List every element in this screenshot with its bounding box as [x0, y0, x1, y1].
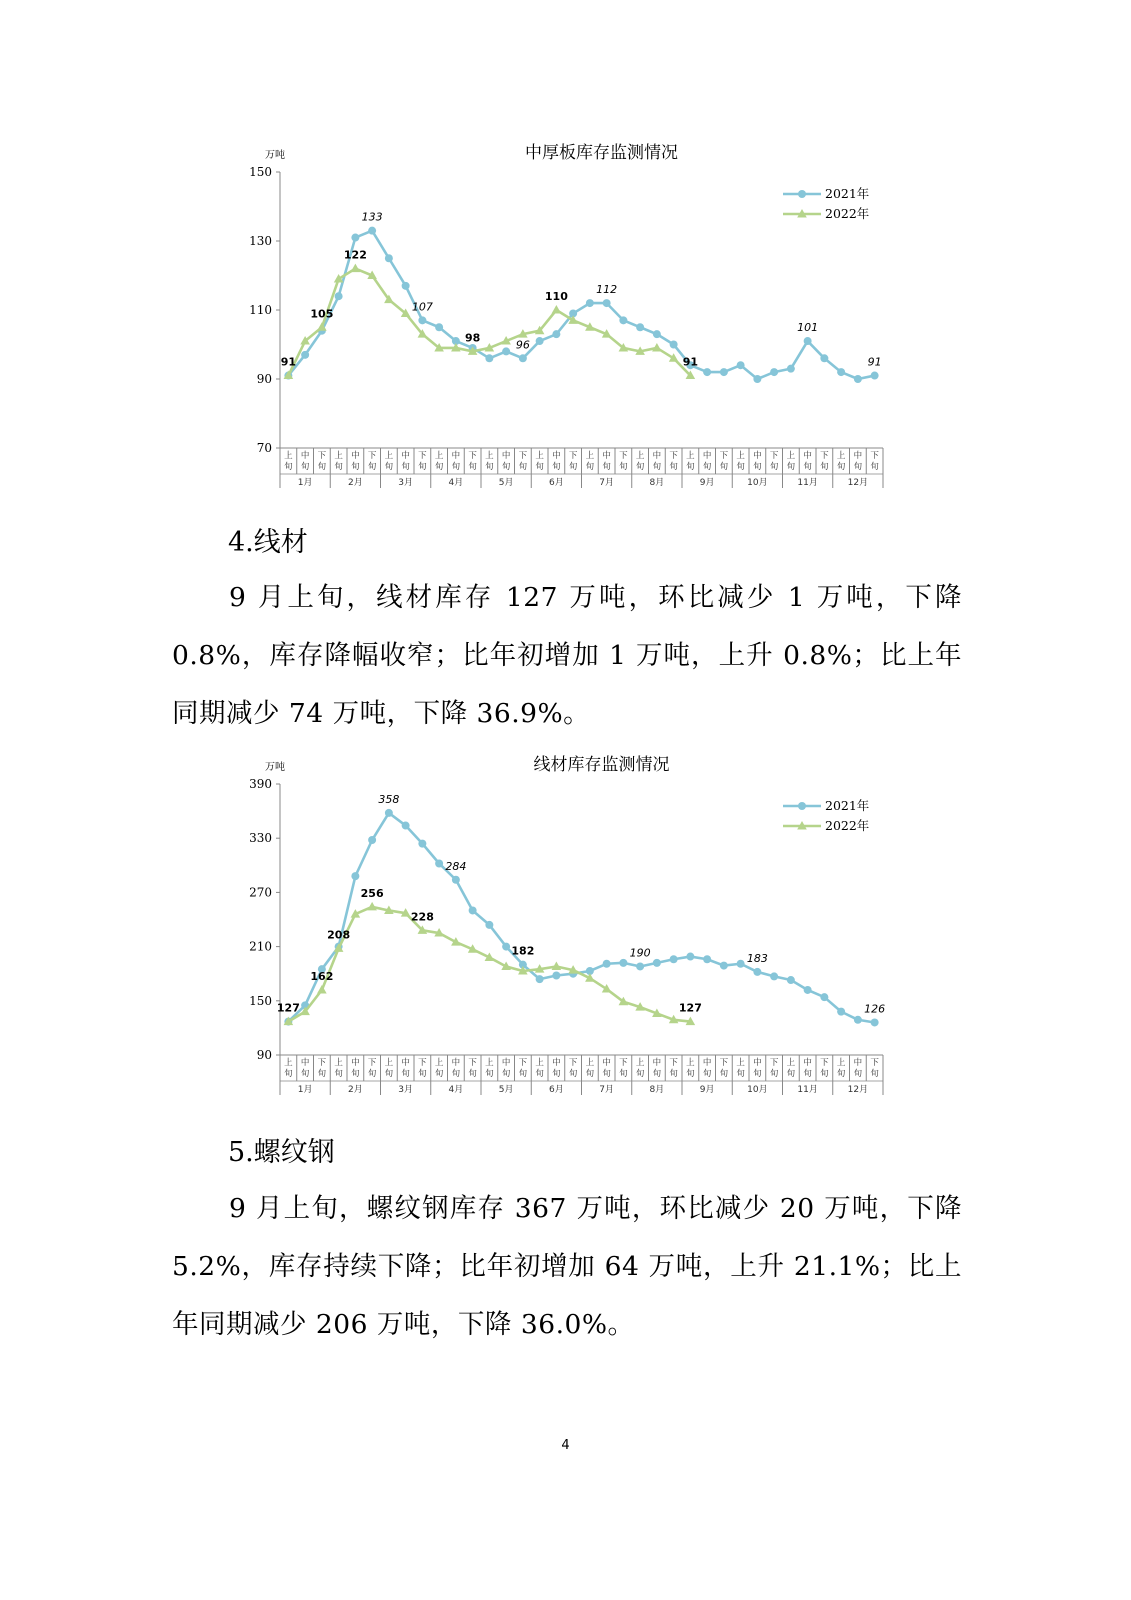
data-point	[351, 264, 361, 273]
x-tick-label: 上	[736, 1058, 745, 1068]
x-tick-label: 旬	[820, 1069, 829, 1079]
x-tick-label: 下	[669, 1058, 678, 1068]
x-tick-label: 下	[418, 451, 427, 461]
x-tick-label: 下	[769, 1058, 779, 1068]
data-point	[435, 859, 443, 867]
x-tick-label: 中	[853, 451, 863, 461]
x-tick-label: 旬	[418, 1069, 427, 1079]
x-tick-label: 下	[468, 451, 477, 461]
data-point	[402, 282, 410, 290]
data-point	[787, 365, 795, 373]
data-point	[418, 840, 426, 848]
x-tick-label: 中	[652, 1058, 662, 1068]
data-point	[804, 986, 812, 994]
x-tick-label: 上	[535, 451, 544, 461]
x-tick-label: 旬	[367, 1069, 377, 1079]
data-point	[652, 343, 662, 352]
month-label: 11月	[797, 1085, 818, 1095]
x-tick-label: 上	[485, 451, 494, 461]
x-tick-label: 下	[719, 451, 729, 461]
x-tick-label: 旬	[317, 462, 327, 472]
x-tick-label: 中	[451, 451, 461, 461]
data-point	[485, 921, 493, 929]
x-tick-label: 旬	[602, 462, 611, 472]
data-point	[485, 354, 493, 362]
y-tick-label: 90	[256, 372, 272, 386]
data-label: 96	[515, 338, 530, 352]
section-heading-rebar: 5.螺纹钢	[228, 1137, 335, 1168]
x-tick-label: 中	[803, 451, 812, 461]
x-tick-label: 下	[568, 1058, 578, 1068]
x-tick-label: 下	[820, 1058, 829, 1068]
x-tick-label: 下	[518, 451, 528, 461]
x-tick-label: 旬	[451, 462, 461, 472]
x-tick-label: 旬	[719, 462, 729, 472]
x-tick-label: 旬	[619, 462, 628, 472]
x-tick-label: 上	[686, 1058, 695, 1068]
x-tick-label: 旬	[652, 462, 662, 472]
legend-label: 2021年	[825, 798, 870, 813]
data-point	[385, 809, 393, 817]
legend-label: 2022年	[825, 818, 870, 833]
x-tick-label: 旬	[786, 1069, 796, 1079]
x-tick-label: 旬	[686, 1069, 695, 1079]
x-tick-label: 旬	[702, 462, 712, 472]
series-line	[288, 231, 874, 379]
x-tick-label: 旬	[334, 1069, 343, 1079]
data-label: 105	[310, 307, 334, 321]
x-tick-label: 上	[836, 451, 846, 461]
data-point	[837, 368, 845, 376]
x-tick-label: 旬	[836, 1069, 846, 1079]
data-point	[301, 351, 309, 359]
x-tick-label: 上	[434, 1058, 444, 1068]
x-tick-label: 中	[702, 451, 712, 461]
x-tick-label: 下	[820, 451, 829, 461]
x-tick-label: 上	[786, 1058, 796, 1068]
data-point	[469, 906, 477, 914]
month-label: 6月	[549, 1085, 564, 1095]
month-label: 12月	[847, 478, 869, 488]
x-tick-label: 旬	[652, 1069, 662, 1079]
x-tick-label: 下	[870, 451, 879, 461]
data-point	[720, 962, 728, 970]
paragraph-wire-rod: 9 月上旬，线材库存 127 万吨，环比减少 1 万吨，下降 0.8%，库存降幅收窄；比年初增加 1 万吨，上升 0.8%；比上年同期减少 74 万吨，下降 36.9%。	[172, 582, 962, 729]
month-label: 2月	[348, 1085, 363, 1095]
x-tick-label: 旬	[686, 462, 695, 472]
x-tick-label: 旬	[501, 1069, 511, 1079]
x-tick-label: 旬	[635, 462, 645, 472]
x-tick-label: 上	[485, 1058, 494, 1068]
legend-marker	[798, 802, 806, 810]
data-point	[452, 876, 460, 884]
data-point	[737, 960, 745, 968]
data-point	[653, 330, 661, 338]
month-label: 10月	[747, 1085, 768, 1095]
data-point	[804, 337, 812, 345]
chart-wire-rod-inventory	[225, 752, 895, 1097]
data-point	[317, 985, 327, 994]
data-point	[418, 316, 426, 324]
x-tick-label: 下	[367, 451, 377, 461]
data-point	[552, 972, 560, 980]
x-tick-label: 旬	[451, 1069, 461, 1079]
x-tick-label: 旬	[300, 462, 310, 472]
x-tick-label: 旬	[753, 462, 762, 472]
x-tick-label: 上	[585, 1058, 595, 1068]
data-label: 190	[629, 946, 651, 960]
data-label: 112	[596, 283, 618, 297]
x-tick-label: 旬	[401, 462, 410, 472]
y-tick-label: 130	[249, 234, 272, 248]
data-label: 122	[343, 248, 367, 262]
x-tick-label: 上	[736, 451, 745, 461]
legend-label: 2022年	[825, 206, 870, 221]
data-point	[402, 822, 410, 830]
x-tick-label: 旬	[568, 462, 578, 472]
x-tick-label: 旬	[552, 1069, 561, 1079]
data-label: 182	[511, 944, 535, 958]
x-tick-label: 旬	[485, 462, 494, 472]
y-tick-label: 150	[249, 993, 272, 1008]
x-tick-label: 下	[418, 1058, 427, 1068]
x-tick-label: 旬	[468, 462, 477, 472]
x-tick-label: 旬	[870, 462, 879, 472]
data-point	[703, 955, 711, 963]
x-tick-label: 下	[518, 1058, 528, 1068]
data-point	[753, 375, 761, 383]
data-label: 228	[410, 910, 434, 924]
x-tick-label: 中	[602, 1058, 611, 1068]
x-tick-label: 上	[786, 451, 796, 461]
data-point	[603, 299, 611, 307]
data-point	[367, 902, 377, 911]
x-tick-label: 旬	[769, 1069, 779, 1079]
y-axis-unit: 万吨	[265, 150, 285, 161]
x-tick-label: 下	[317, 451, 327, 461]
x-tick-label: 中	[401, 1058, 410, 1068]
x-tick-label: 旬	[351, 1069, 360, 1079]
data-point	[502, 943, 510, 951]
x-tick-label: 上	[334, 1058, 343, 1068]
x-tick-label: 中	[501, 451, 511, 461]
data-point	[351, 234, 359, 242]
x-tick-label: 旬	[669, 462, 678, 472]
y-tick-label: 110	[249, 303, 272, 317]
x-tick-label: 旬	[535, 462, 544, 472]
data-label: 284	[445, 859, 467, 873]
month-label: 1月	[297, 478, 313, 488]
x-tick-label: 中	[300, 1058, 310, 1068]
month-label: 8月	[649, 1085, 665, 1095]
legend-label: 2021年	[825, 186, 870, 201]
data-point	[619, 316, 627, 324]
data-point	[619, 959, 627, 967]
data-point	[854, 375, 862, 383]
y-tick-label: 270	[249, 885, 272, 900]
chart-svg	[225, 140, 895, 490]
x-tick-label: 旬	[803, 1069, 812, 1079]
x-tick-label: 上	[434, 451, 444, 461]
x-tick-label: 上	[334, 451, 343, 461]
month-label: 8月	[649, 478, 665, 488]
data-label: 162	[310, 969, 334, 983]
month-label: 10月	[747, 478, 768, 488]
x-tick-label: 旬	[753, 1069, 762, 1079]
data-label: 91	[682, 355, 699, 369]
data-point	[820, 354, 828, 362]
x-tick-label: 旬	[853, 462, 863, 472]
data-label: 110	[544, 290, 568, 303]
data-point	[753, 968, 761, 976]
x-tick-label: 上	[284, 1058, 293, 1068]
x-tick-label: 下	[719, 1058, 729, 1068]
x-tick-label: 中	[451, 1058, 461, 1068]
data-point	[636, 962, 644, 970]
x-tick-label: 下	[568, 451, 578, 461]
x-tick-label: 旬	[518, 462, 528, 472]
data-point	[653, 959, 661, 967]
x-tick-label: 上	[384, 1058, 394, 1068]
x-tick-label: 旬	[284, 462, 293, 472]
data-label: 358	[378, 792, 400, 806]
data-point	[552, 330, 560, 338]
data-label: 101	[797, 321, 819, 335]
month-label: 3月	[398, 1085, 413, 1095]
x-tick-label: 中	[652, 451, 662, 461]
data-point	[335, 292, 343, 300]
x-tick-label: 旬	[434, 462, 444, 472]
chart-title: 线材库存监测情况	[533, 755, 670, 775]
x-tick-label: 旬	[552, 462, 561, 472]
data-point	[686, 953, 694, 961]
x-tick-label: 旬	[803, 462, 812, 472]
x-tick-label: 上	[284, 451, 293, 461]
x-tick-label: 旬	[602, 1069, 611, 1079]
x-tick-label: 下	[367, 1058, 377, 1068]
month-label: 2月	[348, 478, 363, 488]
month-label: 9月	[699, 1085, 715, 1095]
data-point	[837, 1008, 845, 1016]
data-point	[351, 872, 359, 880]
data-label: 91	[867, 355, 882, 369]
y-tick-label: 70	[256, 441, 272, 455]
data-point	[871, 372, 879, 380]
x-tick-label: 旬	[434, 1069, 444, 1079]
x-tick-label: 上	[635, 451, 645, 461]
x-tick-label: 上	[585, 451, 595, 461]
y-axis-unit: 万吨	[265, 762, 285, 773]
x-tick-label: 中	[501, 1058, 511, 1068]
x-tick-label: 旬	[736, 462, 745, 472]
data-point	[552, 305, 562, 314]
data-point	[368, 227, 376, 235]
month-label: 4月	[448, 1085, 464, 1095]
chart-svg	[225, 752, 895, 1097]
section-heading-wire-rod: 4.线材	[228, 527, 308, 558]
month-label: 4月	[448, 478, 464, 488]
data-point	[502, 347, 510, 355]
x-tick-label: 上	[635, 1058, 645, 1068]
x-tick-label: 旬	[401, 1069, 410, 1079]
x-tick-label: 旬	[820, 462, 829, 472]
data-label: 256	[360, 886, 384, 900]
x-tick-label: 中	[602, 451, 611, 461]
data-point	[586, 299, 594, 307]
data-label: 91	[280, 355, 297, 369]
x-tick-label: 旬	[485, 1069, 494, 1079]
x-tick-label: 旬	[669, 1069, 678, 1079]
data-point	[636, 323, 644, 331]
x-tick-label: 旬	[384, 462, 394, 472]
legend-marker	[798, 190, 806, 198]
data-label: 126	[864, 1002, 886, 1016]
x-tick-label: 旬	[501, 462, 511, 472]
x-tick-label: 下	[619, 1058, 628, 1068]
data-label: 127	[276, 1001, 300, 1015]
x-tick-label: 中	[702, 1058, 712, 1068]
data-point	[871, 1018, 879, 1026]
x-tick-label: 旬	[786, 462, 796, 472]
data-point	[670, 955, 678, 963]
data-point	[519, 354, 527, 362]
x-tick-label: 旬	[418, 462, 427, 472]
x-tick-label: 中	[753, 451, 762, 461]
x-tick-label: 下	[769, 451, 779, 461]
series-line	[288, 813, 874, 1023]
y-tick-label: 390	[249, 777, 272, 791]
data-point	[536, 975, 544, 983]
data-point	[770, 972, 778, 980]
x-tick-label: 旬	[284, 1069, 293, 1079]
month-label: 7月	[599, 1085, 614, 1095]
x-tick-label: 下	[468, 1058, 477, 1068]
y-tick-label: 90	[256, 1048, 272, 1062]
x-tick-label: 旬	[317, 1069, 327, 1079]
month-label: 1月	[297, 1085, 313, 1095]
x-tick-label: 中	[300, 451, 310, 461]
month-label: 5月	[498, 1085, 514, 1095]
x-tick-label: 旬	[870, 1069, 879, 1079]
x-tick-label: 旬	[836, 462, 846, 472]
x-tick-label: 旬	[334, 462, 343, 472]
x-tick-label: 上	[384, 451, 394, 461]
data-point	[536, 337, 544, 345]
x-tick-label: 旬	[585, 1069, 595, 1079]
data-point	[770, 368, 778, 376]
x-tick-label: 下	[669, 451, 678, 461]
x-tick-label: 中	[552, 451, 561, 461]
data-point	[670, 341, 678, 349]
x-tick-label: 上	[836, 1058, 846, 1068]
y-tick-label: 210	[249, 939, 272, 954]
data-point	[703, 368, 711, 376]
month-label: 9月	[699, 478, 715, 488]
chart-title: 中厚板库存监测情况	[525, 143, 678, 163]
x-tick-label: 旬	[468, 1069, 477, 1079]
x-tick-label: 旬	[300, 1069, 310, 1079]
month-label: 6月	[549, 478, 564, 488]
x-tick-label: 旬	[736, 1069, 745, 1079]
data-label: 208	[327, 928, 351, 942]
x-tick-label: 旬	[384, 1069, 394, 1079]
x-tick-label: 中	[853, 1058, 863, 1068]
page-number: 4	[561, 1438, 570, 1453]
x-tick-label: 下	[619, 451, 628, 461]
month-label: 5月	[498, 478, 514, 488]
x-tick-label: 上	[535, 1058, 544, 1068]
month-label: 3月	[398, 478, 413, 488]
month-label: 12月	[847, 1085, 869, 1095]
x-tick-label: 中	[351, 451, 360, 461]
data-point	[385, 254, 393, 262]
data-label: 127	[678, 1001, 702, 1015]
x-tick-label: 旬	[719, 1069, 729, 1079]
paragraph-rebar: 9 月上旬，螺纹钢库存 367 万吨，环比减少 20 万吨，下降 5.2%，库存持续下降；比年初增加 64 万吨，上升 21.1%；比上年同期减少 206 万吨，下降 36.0%。	[172, 1193, 962, 1340]
x-tick-label: 旬	[585, 462, 595, 472]
x-tick-label: 中	[753, 1058, 762, 1068]
data-point	[720, 368, 728, 376]
data-point	[368, 836, 376, 844]
x-tick-label: 中	[803, 1058, 812, 1068]
x-tick-label: 旬	[853, 1069, 863, 1079]
data-point	[854, 1016, 862, 1024]
data-point	[737, 361, 745, 369]
x-tick-label: 下	[870, 1058, 879, 1068]
y-tick-label: 330	[249, 831, 272, 846]
month-label: 11月	[797, 478, 818, 488]
x-tick-label: 中	[552, 1058, 561, 1068]
data-point	[435, 323, 443, 331]
data-point	[820, 993, 828, 1001]
x-tick-label: 旬	[367, 462, 377, 472]
data-label: 183	[746, 951, 768, 965]
data-point	[787, 976, 795, 984]
x-tick-label: 旬	[702, 1069, 712, 1079]
data-label: 107	[411, 300, 433, 314]
x-tick-label: 旬	[518, 1069, 528, 1079]
data-label: 98	[464, 331, 481, 345]
x-tick-label: 上	[686, 451, 695, 461]
y-tick-label: 150	[249, 165, 272, 179]
x-tick-label: 旬	[535, 1069, 544, 1079]
x-tick-label: 旬	[351, 462, 360, 472]
x-tick-label: 旬	[619, 1069, 628, 1079]
data-point	[603, 960, 611, 968]
x-tick-label: 旬	[568, 1069, 578, 1079]
x-tick-label: 旬	[635, 1069, 645, 1079]
x-tick-label: 中	[401, 451, 410, 461]
data-label: 133	[361, 210, 383, 224]
month-label: 7月	[599, 478, 614, 488]
chart-plate-inventory	[225, 140, 895, 490]
x-tick-label: 旬	[769, 462, 779, 472]
x-tick-label: 中	[351, 1058, 360, 1068]
x-tick-label: 下	[317, 1058, 327, 1068]
